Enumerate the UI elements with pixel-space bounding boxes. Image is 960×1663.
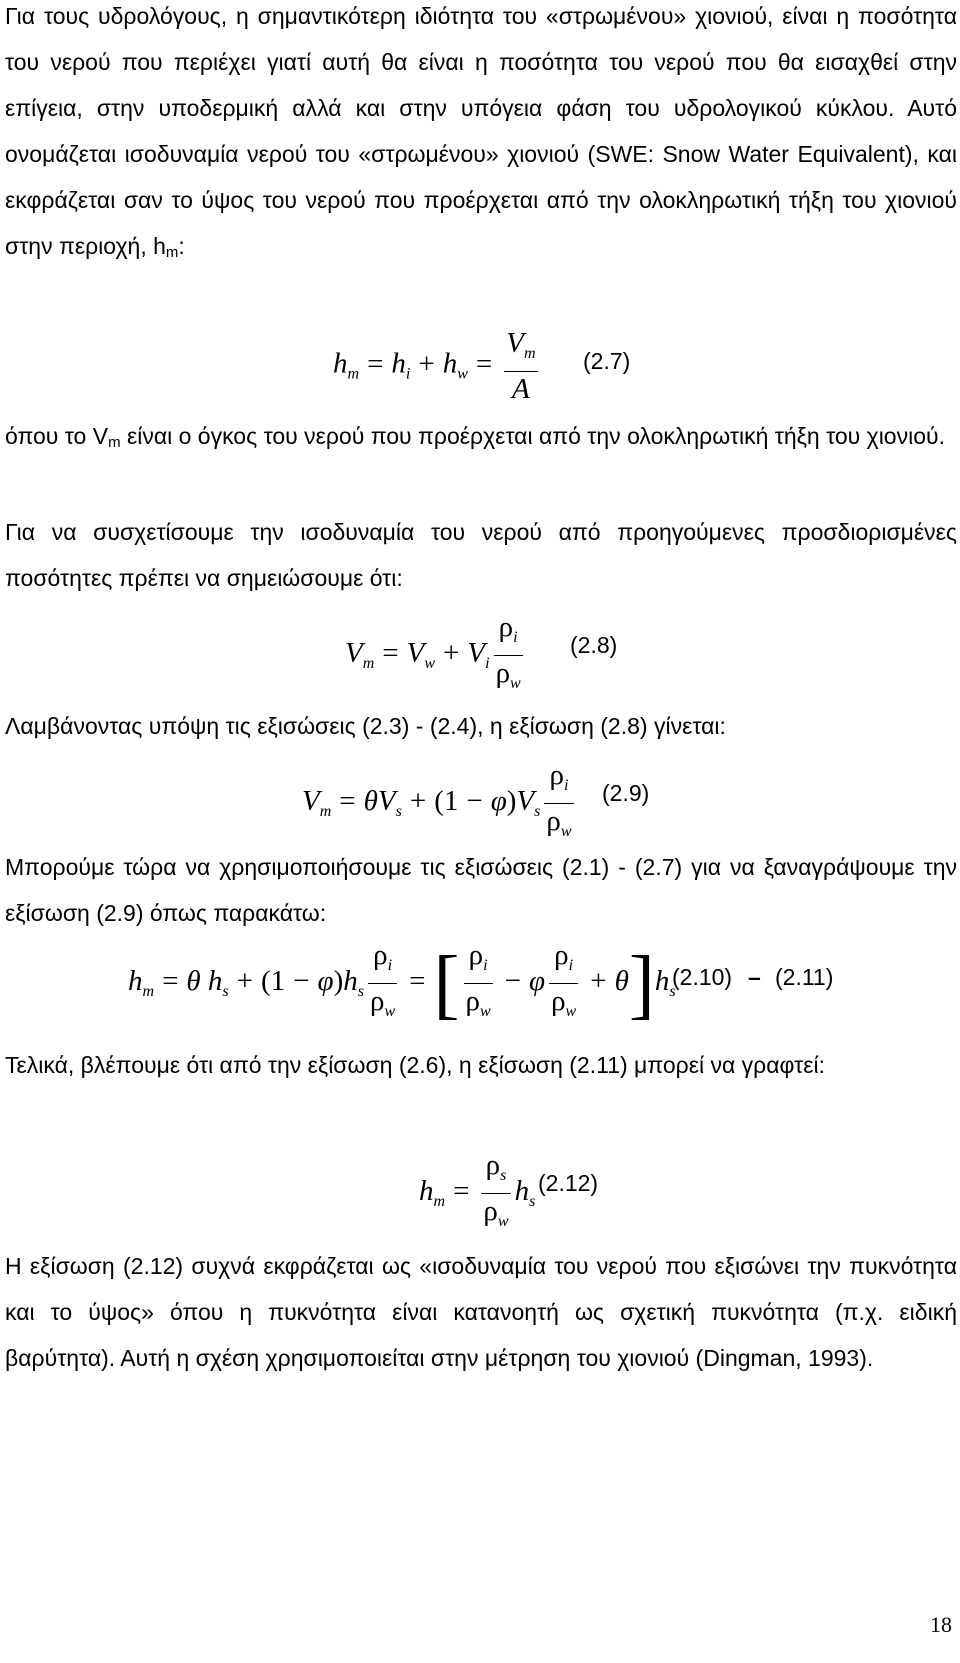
equation-number-2-11: (2.11) [775,964,834,990]
equation-2-10-body: $h_m = \theta$ $h_s + (1 - \varphi)h_s$ $\frac{\rho_i}{\rho_w}$ = [ $\frac{\rho_i}{\rho_w}$ − φ $\frac{\rho_i}{\rho_w}$ + $\theta]h_s$ [128,938,676,1029]
equation-number-2-7: (2.7) [583,348,631,374]
equation-2-8-body: $V_m = V_w + V_i$ $\frac{\rho_i}{\rho_w}$ [345,610,527,701]
equation-2-12 [0,1148,960,1228]
equation-2-9 [0,758,960,838]
paragraph-vm [5,413,957,466]
paragraph-intro [5,0,957,276]
paragraph-conclusion: Η εξίσωση (2.12) συχνά εκφράζεται ως «ισοδυναμία του νερού που εξισώνει την πυκνότητα και το ύψος» όπου η πυκνότητα είναι κατανοητή ως σχετική πυκνότητα (π.χ. ειδική βαρύτητα). Αυτή η σχέση χρησιμοποιείται στην μέτρηση του χιονιού (Dingman, 1993). [5,1253,957,1371]
equation-2-7 [0,318,960,405]
page-number: 18 [930,1612,952,1637]
equation-number-2-10: (2.10) [672,964,733,990]
equation-dash: – [748,964,761,990]
hm-subscript: m [165,244,179,261]
equation-2-10-2-11 [0,940,960,1030]
paragraph-relation: Για να συσχετίσουμε την ισοδυναμία του νερού από προηγούμενες προσδιορισμένες ποσότητες πρέπει να σημειώσουμε ότι: [5,519,957,591]
vm-subscript: m [108,434,121,451]
equation-number-2-9: (2.9) [602,780,650,806]
paragraph-intro-colon: : [178,233,185,259]
equation-number-2-8: (2.8) [570,632,618,658]
equation-2-8 [0,610,960,690]
equation-number-2-12: (2.12) [538,1170,599,1196]
equation-2-12-body: $h_m$ = $\frac{\rho_s}{\rho_w}$ $h_s$ [419,1148,535,1239]
paragraph-vm-rest: είναι ο όγκος του νερού που προέρχεται από την ολοκληρωτική τήξη του χιονιού. [120,423,945,449]
paragraph-substitution: Λαμβάνοντας υπόψη τις εξισώσεις (2.3) - (2.4), η εξίσωση (2.8) γίνεται: [5,713,726,739]
paragraph-final: Τελικά, βλέπουμε ότι από την εξίσωση (2.6), η εξίσωση (2.11) μπορεί να γραφτεί: [5,1052,825,1078]
equation-2-7-body: $h_m = h_i + h_w$ = $\frac{V_m}{A}$ [333,327,536,405]
paragraph-vm-start: όπου το V [5,423,109,449]
equation-2-9-body: $V_m = \theta V_s + (1 - \varphi)V_s$ $\frac{\rho_i}{\rho_w}$ [302,758,578,849]
paragraph-rewrite: Μπορούμε τώρα να χρησιμοποιήσουμε τις εξισώσεις (2.1) - (2.7) για να ξαναγράψουμε την εξίσωση (2.9) όπως παρακάτω: [5,854,957,926]
paragraph-intro-text: Για τους υδρολόγους, η σημαντικότερη ιδιότητα του «στρωμένου» χιονιού, είναι η ποσότητα του νερού που περιέχει γιατί αυτή θα είναι η ποσότητα του νερού που θα εισαχθεί στην επίγεια, στην υποδερμική αλλά και στην υπόγεια φάση του υδρολογικού κύκλου. Αυτό ονομάζεται ισοδυναμία νερού του «στρωμένου» χιονιού (SWE: Snow Water Equivalent), και εκφράζεται σαν το ύψος του νερού που προέρχεται από την ολοκληρωτική τήξη του χιονιού στην περιοχή, h [5,3,957,259]
